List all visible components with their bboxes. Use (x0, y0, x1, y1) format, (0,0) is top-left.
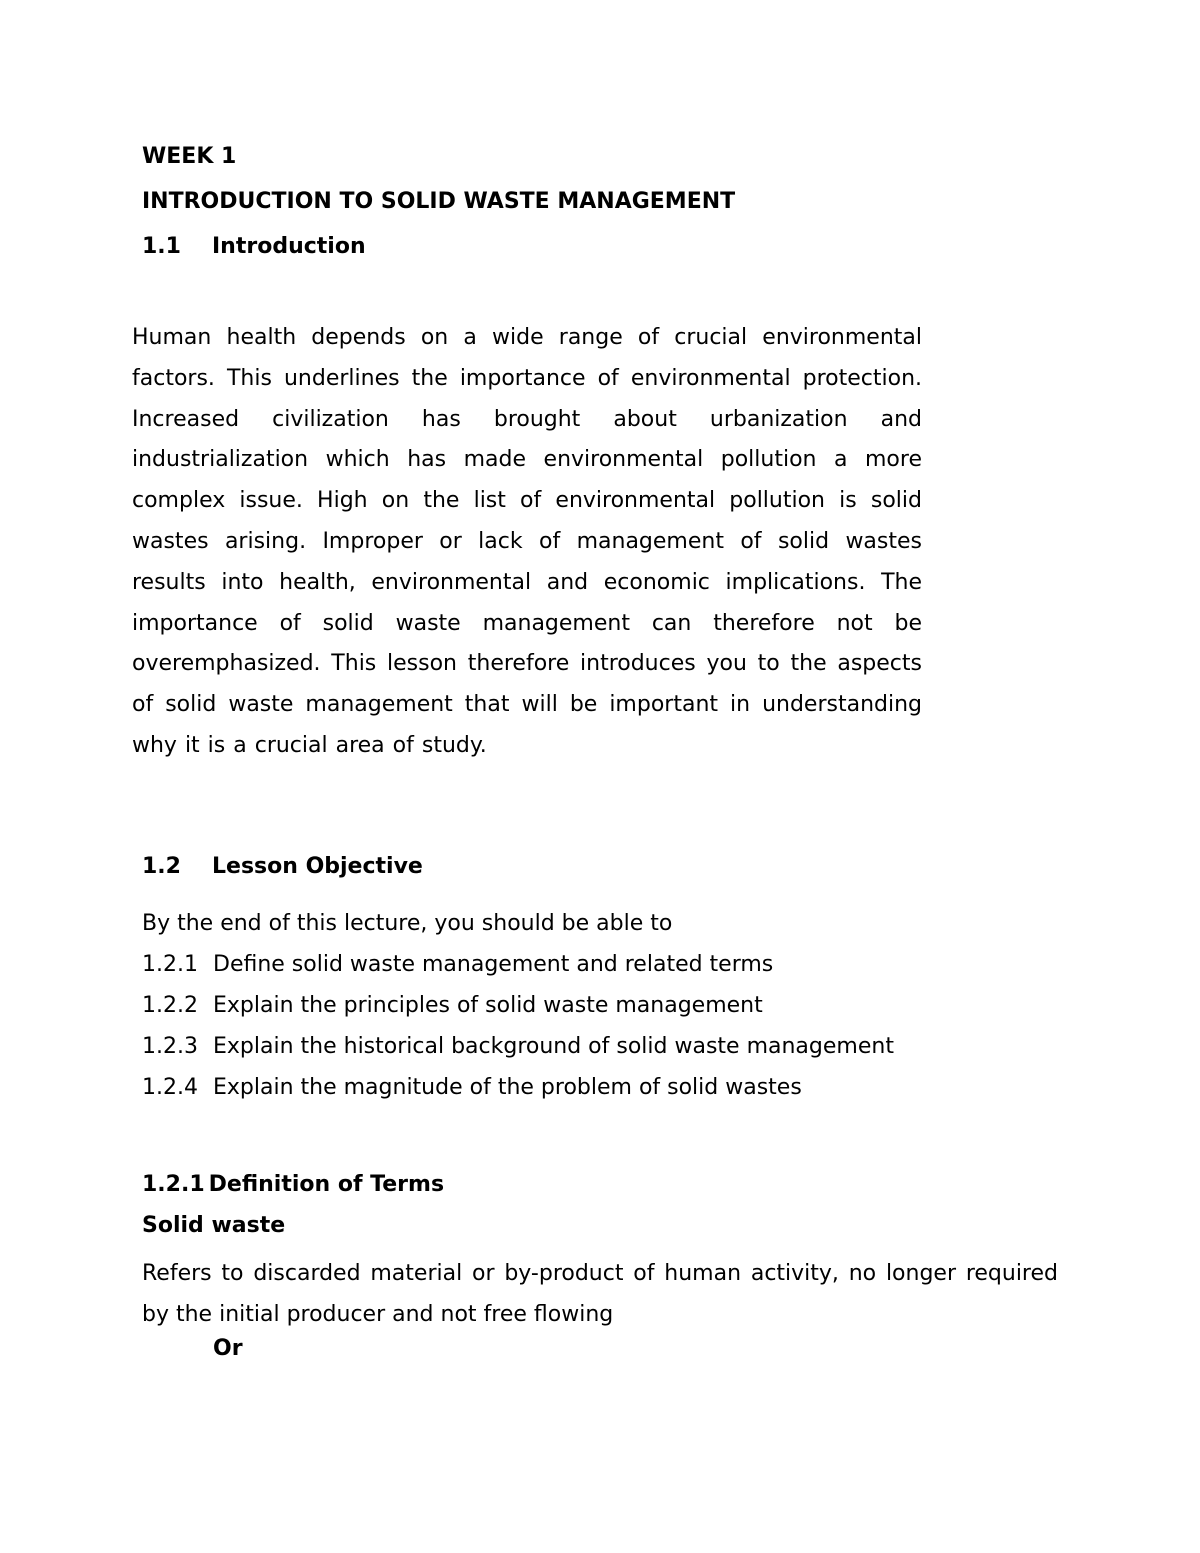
objective-text: Explain the principles of solid waste management (213, 993, 763, 1018)
objective-text: Explain the historical background of solid waste management (213, 1034, 894, 1059)
objective-item (142, 954, 773, 976)
section-number: 1.2 (142, 854, 181, 879)
section-title: Lesson Objective (212, 854, 423, 879)
objective-item (142, 995, 763, 1017)
objective-item (142, 1077, 802, 1099)
document-title: INTRODUCTION TO SOLID WASTE MANAGEMENT (142, 189, 736, 214)
section-heading-1-2 (142, 856, 423, 878)
section-title: Introduction (212, 234, 366, 259)
section-number: 1.2.1 (142, 1172, 205, 1197)
objective-item (142, 1036, 894, 1058)
term-heading: Solid waste (142, 1213, 286, 1238)
introduction-paragraph: Human health depends on a wide range of crucial environmental factors. This underlines the importance of environmental protection. Increased civilization has brought about urbanization and industrialization which has made environmental pollution a more complex issue. High on the list of environmental pollution is solid wastes arising. Improper or lack of management of solid wastes results into health, environmental and economic implications. The importance of solid waste management can therefore not be overemphasized. This lesson therefore introduces you to the aspects of solid waste management that will be important in understanding why it is a crucial area of study. (132, 325, 922, 758)
objectives-lead: By the end of this lecture, you should be able to (142, 911, 673, 936)
section-heading-1-2-1 (142, 1174, 444, 1196)
objective-text: Define solid waste management and related terms (213, 952, 774, 977)
section-title: Definition of Terms (208, 1172, 445, 1197)
objective-text: Explain the magnitude of the problem of solid wastes (213, 1075, 802, 1100)
objective-code: 1.2.2 (142, 993, 198, 1018)
definition-paragraph: Refers to discarded material or by-product of human activity, no longer required by the initial producer and not free flowing (142, 1261, 1058, 1327)
section-heading-1-1 (142, 236, 366, 258)
week-label: WEEK 1 (142, 144, 237, 169)
objective-code: 1.2.1 (142, 952, 198, 977)
objective-code: 1.2.4 (142, 1075, 198, 1100)
section-number: 1.1 (142, 234, 181, 259)
connector-or: Or (213, 1336, 243, 1361)
objective-code: 1.2.3 (142, 1034, 198, 1059)
